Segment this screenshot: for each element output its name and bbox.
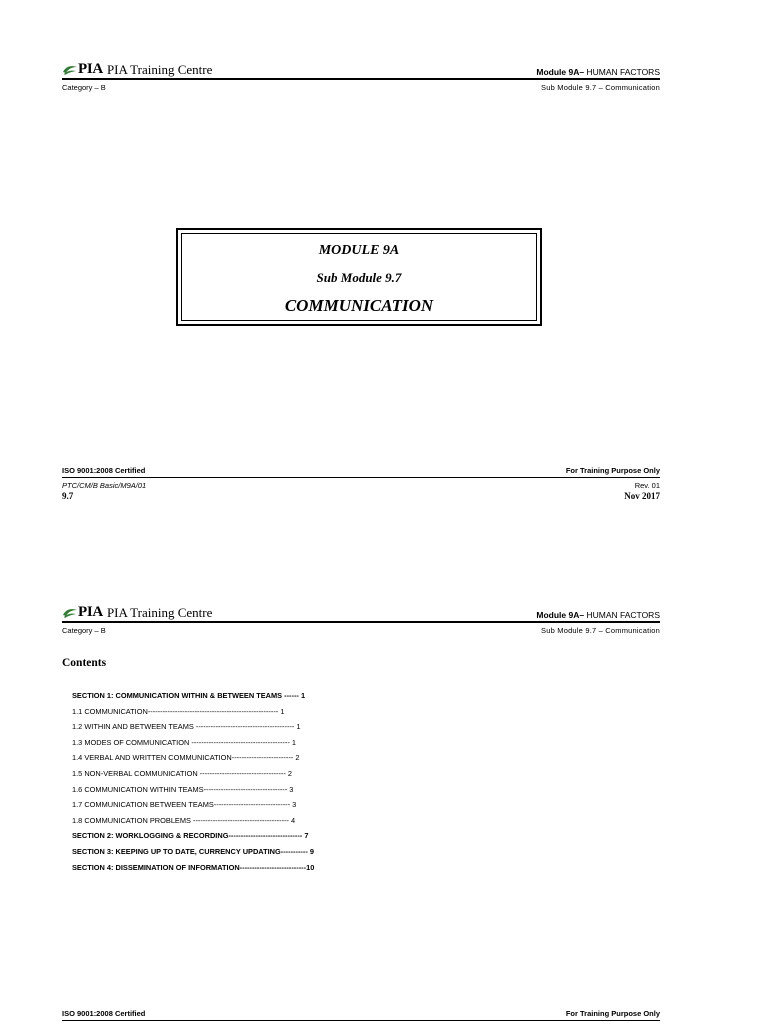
- pia-logo-mark: [62, 605, 103, 620]
- module-suffix: HUMAN FACTORS: [586, 610, 660, 620]
- pia-wing-icon: [62, 63, 78, 76]
- doc-reference: PTC/CM/B Basic/M9A/01: [62, 481, 147, 490]
- category-label: Category – B: [62, 626, 106, 635]
- document-page-2: [0, 540, 768, 1024]
- toc-item-1-6[interactable]: 1.6 COMMUNICATION WITHIN TEAMS---------------------------------- 3: [72, 784, 294, 794]
- contents-heading: Contents: [62, 657, 107, 669]
- toc-item-1-1[interactable]: 1.1 COMMUNICATION----------------------------------------------------- 1: [72, 706, 285, 716]
- module-title: [536, 610, 660, 620]
- pia-logo: [62, 605, 212, 620]
- training-purpose: For Training Purpose Only: [565, 1009, 660, 1018]
- title-communication: COMMUNICATION: [284, 296, 434, 315]
- logo-mark-text: PIA: [78, 604, 103, 620]
- training-purpose: For Training Purpose Only: [565, 466, 660, 475]
- iso-certified: ISO 9001:2008 Certified: [62, 466, 146, 475]
- header-rule: [62, 78, 660, 80]
- sub-module-label: Sub Module 9.7 – Communication: [541, 83, 660, 92]
- sub-module-label: Sub Module 9.7 – Communication: [541, 626, 660, 635]
- logo-text: PIA Training Centre: [106, 605, 213, 620]
- category-label: Category – B: [62, 83, 106, 92]
- toc-item-1-5[interactable]: 1.5 NON-VERBAL COMMUNICATION ----------------------------------- 2: [72, 768, 293, 778]
- toc-item-1-4[interactable]: 1.4 VERBAL AND WRITTEN COMMUNICATION------------------------- 2: [72, 753, 300, 763]
- toc-item-1-8[interactable]: 1.8 COMMUNICATION PROBLEMS --------------------------------------- 4: [72, 815, 296, 825]
- footer-rule: [62, 477, 660, 478]
- toc-item-1-7[interactable]: 1.7 COMMUNICATION BETWEEN TEAMS------------------------------- 3: [72, 800, 297, 810]
- toc-section-3[interactable]: SECTION 3: KEEPING UP TO DATE, CURRENCY UPDATING----------- 9: [72, 846, 314, 856]
- toc-item-1-2[interactable]: 1.2 WITHIN AND BETWEEN TEAMS ---------------------------------------- 1: [72, 722, 301, 732]
- toc-section-2[interactable]: SECTION 2: WORKLOGGING & RECORDING------------------------------ 7: [72, 831, 309, 841]
- logo-mark-text: PIA: [78, 61, 103, 77]
- module-suffix: HUMAN FACTORS: [586, 67, 660, 77]
- title-box-inner: [181, 233, 537, 321]
- iso-certified: ISO 9001:2008 Certified: [62, 1009, 146, 1018]
- table-of-contents: [72, 688, 314, 875]
- section-number: 9.7: [62, 491, 74, 501]
- header-rule: [62, 621, 660, 623]
- pia-logo-mark: [62, 62, 103, 77]
- logo-text: PIA Training Centre: [106, 62, 213, 77]
- title-sub-module: Sub Module 9.7: [316, 270, 402, 285]
- title-module: MODULE 9A: [318, 243, 400, 258]
- revision: Rev. 01: [634, 481, 660, 490]
- footer-rule: [62, 1020, 660, 1021]
- toc-section-1[interactable]: SECTION 1: COMMUNICATION WITHIN & BETWEEN TEAMS ------ 1: [72, 691, 306, 700]
- toc-section-4[interactable]: SECTION 4: DISSEMINATION OF INFORMATION---------------------------10: [72, 862, 315, 872]
- module-prefix: Module 9A–: [536, 610, 585, 620]
- pia-logo: [62, 62, 212, 77]
- pia-wing-icon: [62, 606, 78, 619]
- title-box: [176, 228, 542, 326]
- module-prefix: Module 9A–: [536, 67, 585, 77]
- module-title: [536, 67, 660, 77]
- issue-date: Nov 2017: [624, 491, 660, 501]
- toc-item-1-3[interactable]: 1.3 MODES OF COMMUNICATION ---------------------------------------- 1: [72, 737, 296, 747]
